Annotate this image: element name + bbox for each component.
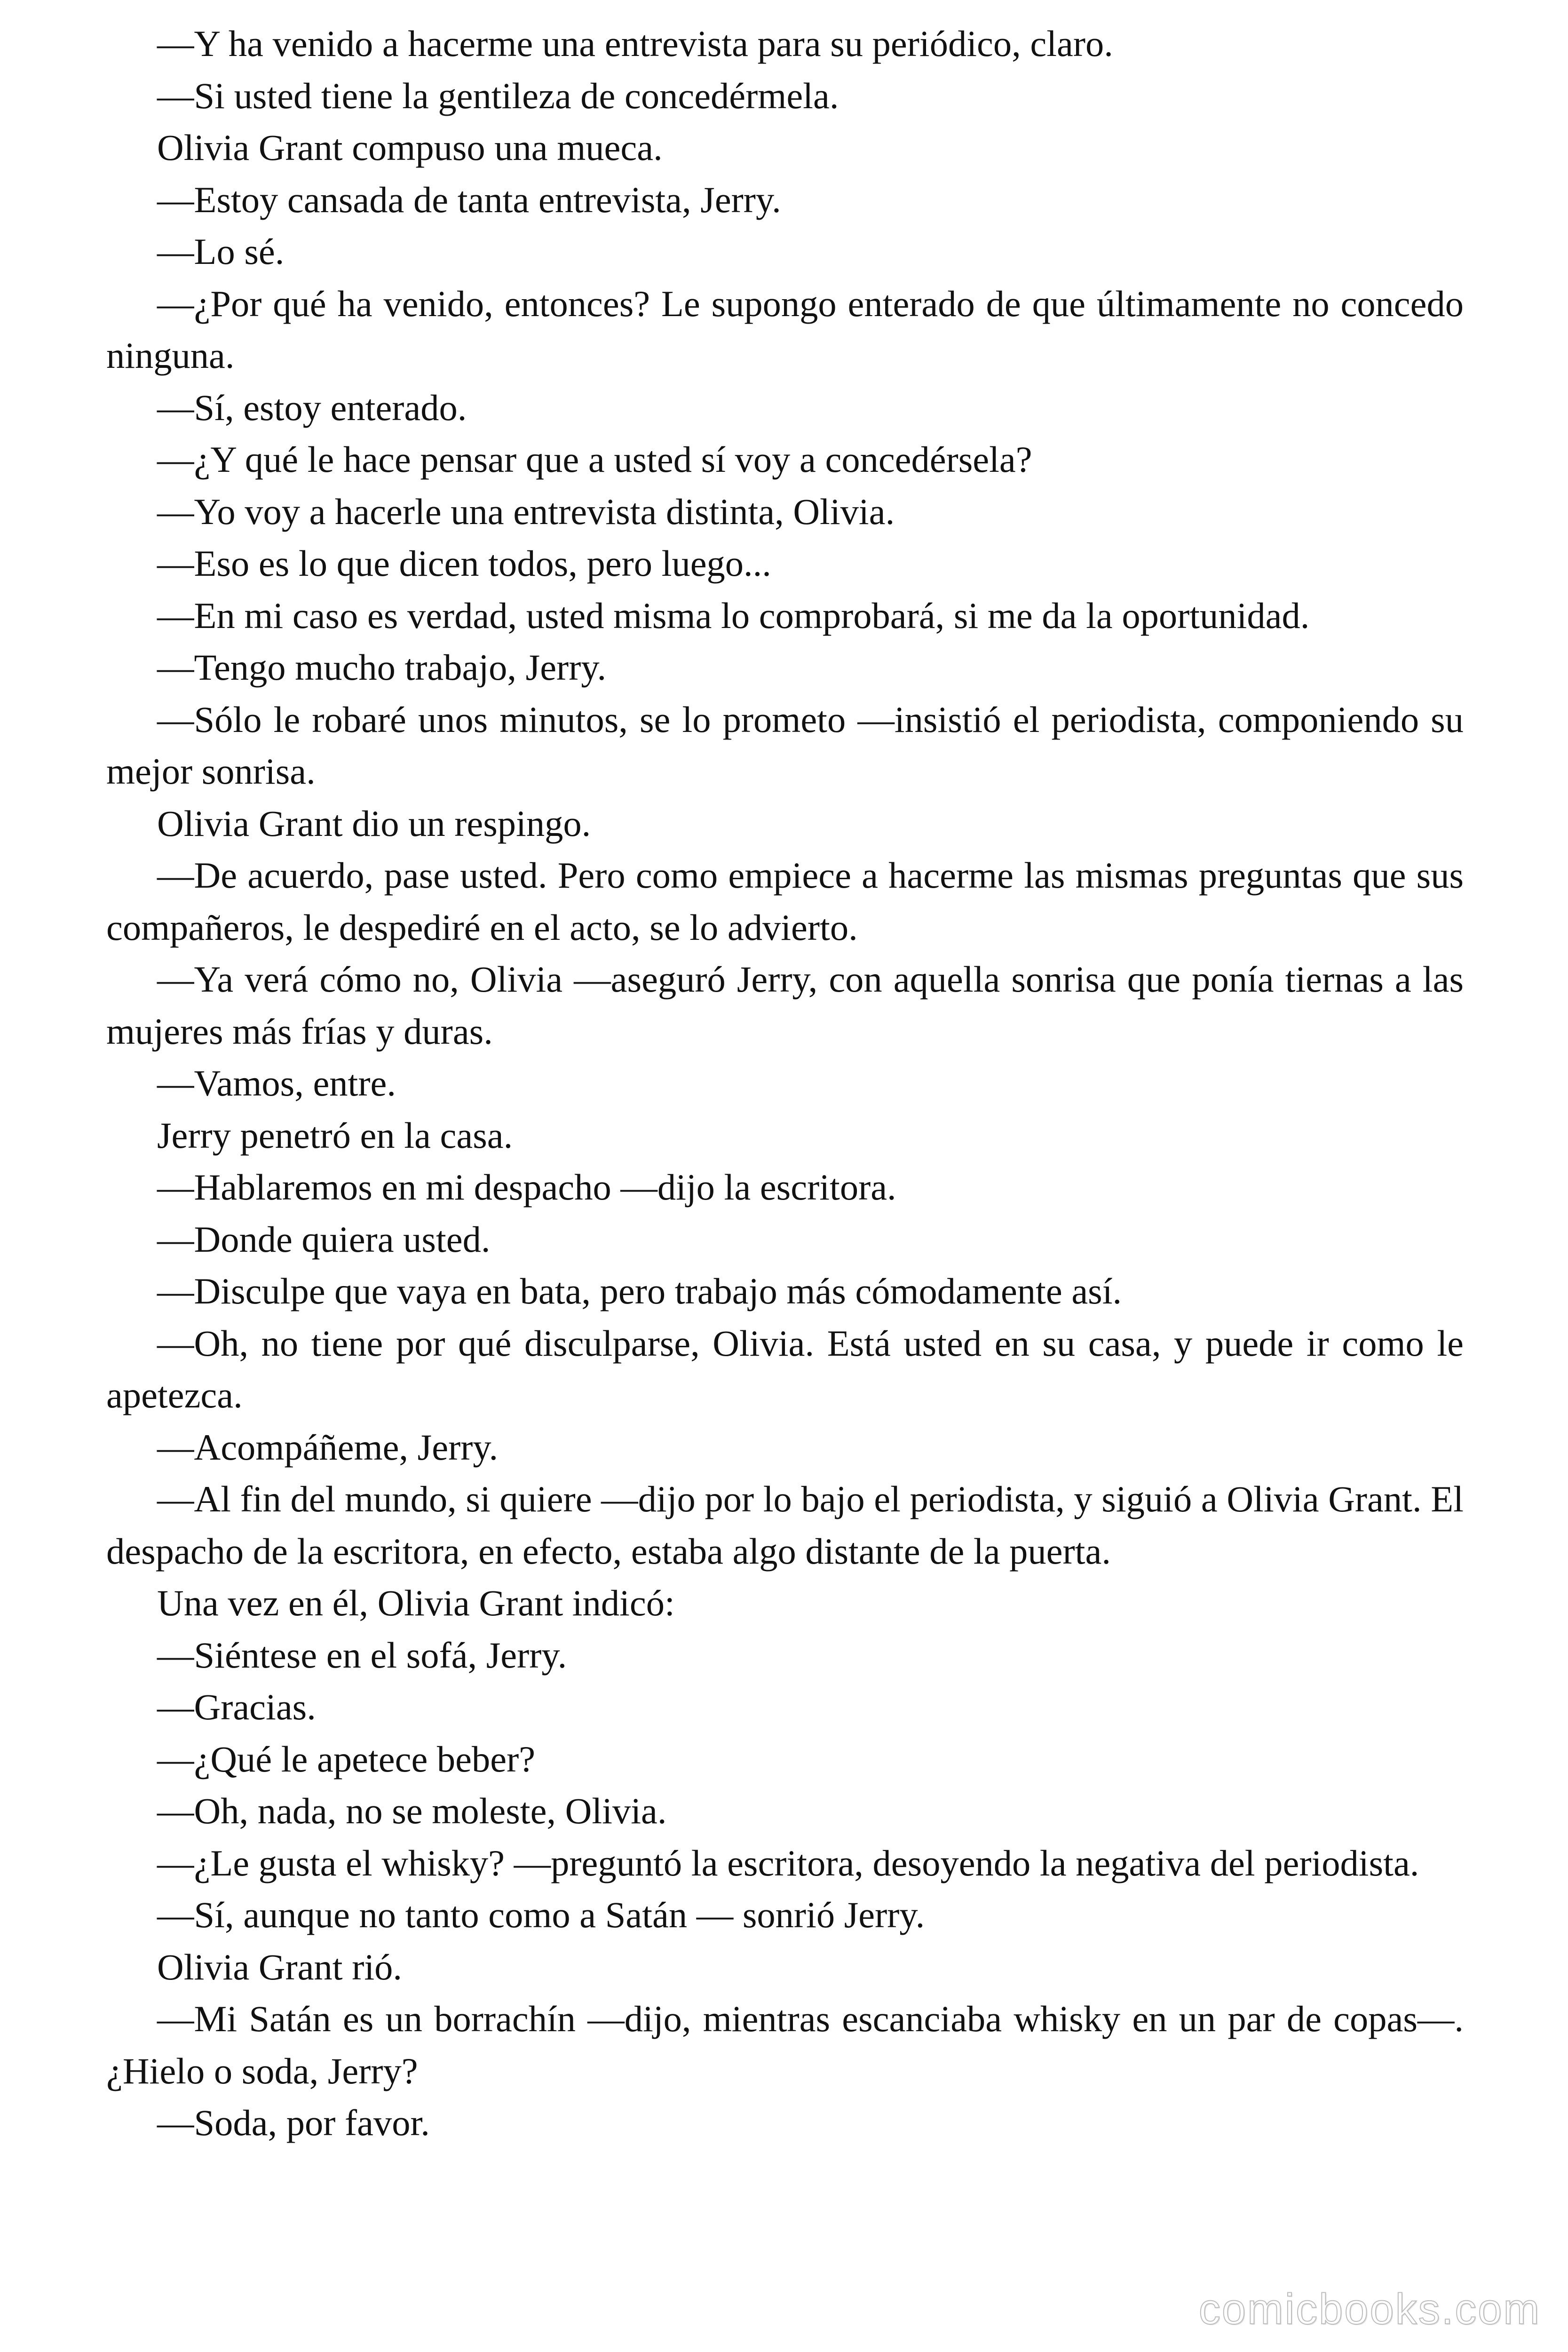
paragraph: —Oh, no tiene por qué disculparse, Olivia. Está usted en su casa, y puede ir como le apetezca. <box>106 1322 1464 1415</box>
paragraph: —Hablaremos en mi despacho —dijo la escritora. <box>157 1167 896 1208</box>
paragraph: —Ya verá cómo no, Olivia —aseguró Jerry, con aquella sonrisa que ponía tiernas a las mujeres más frías y duras. <box>106 959 1464 1052</box>
page-text <box>106 18 1464 2149</box>
paragraph: —Disculpe que vaya en bata, pero trabajo más cómodamente así. <box>157 1271 1122 1311</box>
paragraph: —De acuerdo, pase usted. Pero como empiece a hacerme las mismas preguntas que sus compañeros, le despediré en el acto, se lo advierto. <box>106 855 1464 948</box>
paragraph: —Oh, nada, no se moleste, Olivia. <box>157 1790 667 1831</box>
paragraph: —Estoy cansada de tanta entrevista, Jerry. <box>157 179 781 220</box>
paragraph: —Donde quiera usted. <box>157 1218 491 1260</box>
paragraph: —¿Y qué le hace pensar que a usted sí voy a concedérsela? <box>157 439 1032 480</box>
paragraph: —Gracias. <box>157 1686 316 1727</box>
paragraph: —¿Qué le apetece beber? <box>157 1738 536 1780</box>
paragraph: —Sí, aunque no tanto como a Satán — sonrió Jerry. <box>157 1894 925 1935</box>
paragraph: —Acompáñeme, Jerry. <box>157 1426 499 1468</box>
watermark: comicbooks.com <box>1198 2285 1541 2333</box>
paragraph: —Sólo le robaré unos minutos, se lo prometo —insistió el periodista, componiendo su mejor sonrisa. <box>106 699 1464 792</box>
paragraph: —Eso es lo que dicen todos, pero luego... <box>157 543 771 584</box>
paragraph: —Sí, estoy enterado. <box>157 387 467 428</box>
paragraph: Una vez en él, Olivia Grant indicó: <box>157 1582 675 1623</box>
paragraph: —Y ha venido a hacerme una entrevista para su periódico, claro. <box>157 23 1113 64</box>
paragraph: —¿Le gusta el whisky? —preguntó la escritora, desoyendo la negativa del periodista. <box>157 1842 1419 1883</box>
paragraph: Olivia Grant rió. <box>157 1946 403 1987</box>
paragraph: —Tengo mucho trabajo, Jerry. <box>157 647 607 688</box>
paragraph: —Mi Satán es un borrachín —dijo, mientras escanciaba whisky en un par de copas—. ¿Hielo o soda, Jerry? <box>106 1998 1464 2091</box>
paragraph: —Si usted tiene la gentileza de concedérmela. <box>157 75 839 116</box>
paragraph: —Siéntese en el sofá, Jerry. <box>157 1634 567 1676</box>
paragraph: —¿Por qué ha venido, entonces? Le supongo enterado de que últimamente no concedo ninguna. <box>106 283 1464 376</box>
paragraph: —Al fin del mundo, si quiere —dijo por lo bajo el periodista, y siguió a Olivia Grant. El despacho de la escritora, en efecto, estaba algo distante de la puerta. <box>106 1478 1464 1572</box>
paragraph: —Vamos, entre. <box>157 1063 396 1104</box>
paragraph: —Lo sé. <box>157 231 285 272</box>
paragraph: Jerry penetró en la casa. <box>157 1114 513 1156</box>
paragraph: —En mi caso es verdad, usted misma lo comprobará, si me da la oportunidad. <box>157 595 1310 636</box>
paragraph: Olivia Grant dio un respingo. <box>157 803 591 844</box>
paragraph: —Soda, por favor. <box>157 2102 430 2143</box>
paragraph: —Yo voy a hacerle una entrevista distinta, Olivia. <box>157 491 895 532</box>
paragraph: Olivia Grant compuso una mueca. <box>157 127 663 168</box>
